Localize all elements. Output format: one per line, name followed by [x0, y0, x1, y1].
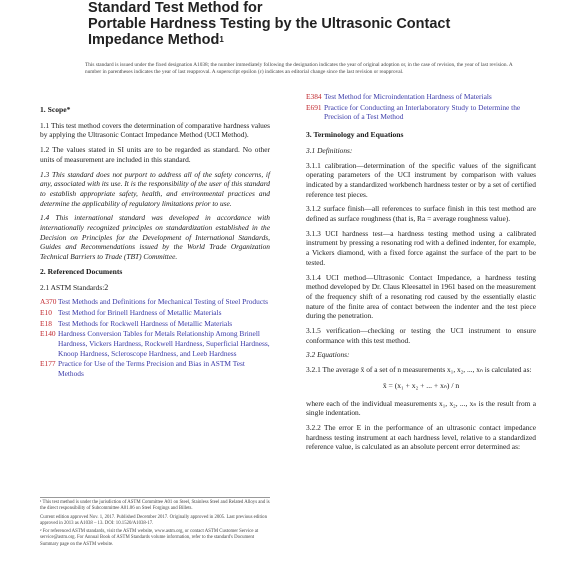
- title-line-2: Portable Hardness Testing by the Ultrasonic Contact: [88, 16, 451, 32]
- paragraph-1-1: 1.1 This test method covers the determination of comparative hardness values by applying the Ultrasonic Contact Impedance Method (UCI Method).: [40, 120, 270, 140]
- reference-code: E10: [40, 307, 52, 317]
- reference-item[interactable]: [40, 359, 270, 378]
- terminology-heading: 3. Terminology and Equations: [306, 130, 404, 140]
- reference-code: E384: [306, 92, 322, 101]
- footnote-2: ² For referenced ASTM standards, visit the ASTM website, www.astm.org, or contact ASTM Customer Service at service@astm.org. For Annual Book of ASTM Standards volume information, refer to the standard's Document Summary page on the ASTM website.: [40, 529, 259, 547]
- paragraph-1-4: 1.4 This international standard was developed in accordance with internationally recognized principles on standardization established in the Decision on Principles for the Development of International Standards, Guides and Recommendations issued by the World Trade Organization Technical Barriers to Trade (TBT) Committee.: [40, 213, 270, 262]
- average-formula: x̄ = (x₁ + x₂ + ... + xₙ) / n: [382, 380, 460, 390]
- paragraph-3-1-5: 3.1.5 verification—checking or testing the UCI instrument to ensure conformance with this test method.: [306, 326, 536, 345]
- reference-code: E691: [306, 102, 322, 112]
- paragraph-3-1-1: 3.1.1 calibration—determination of the specific values of the significant operating parameters of the UCI instrument by comparison with values indicated by a standardized workbench hardness tester or by a set of certified reference test pieces.: [306, 160, 536, 199]
- paragraph-3-1-2: 3.1.2 surface finish—all references to surface finish in this test method are defined as surface roughness (that is, Ra = average roughness value).: [306, 204, 536, 224]
- referenced-documents-heading: 2. Referenced Documents: [40, 266, 123, 276]
- title-line-1: Standard Test Method for: [88, 0, 263, 16]
- paragraph-3-1-3: 3.1.3 UCI hardness test—a hardness testing method using a calibrated instrument by pressing a resonating rod with a defined indenter, for example, a Vickers diamond, with a fixed force against the surface of the part to be tested.: [306, 228, 536, 267]
- reference-item[interactable]: [40, 319, 270, 329]
- paragraph-3-1: 3.1 Definitions:: [306, 145, 353, 155]
- astm-standards-label: 2.1 ASTM Standards:2: [40, 282, 109, 292]
- paragraph-3-2-1-where: where each of the individual measurements x₁, x₂, ..., xₙ is the result from a single indentation.: [306, 398, 536, 418]
- reference-title-link[interactable]: Test Methods and Definitions for Mechanical Testing of Steel Products: [58, 297, 269, 307]
- right-column: [306, 92, 536, 457]
- reference-code: E140: [40, 329, 56, 339]
- paragraph-3-1-4: 3.1.4 UCI method—Ultrasonic Contact Impedance, a hardness testing method developed by Dr. Claus Kleesattel in 1961 based on the measurement of the frequency shift of a resonating rod caused by the essentially elastic nature of the finite area of contact between the indenter and the test piece during the penetration.: [306, 272, 536, 321]
- scope-heading: 1. Scope*: [40, 105, 71, 114]
- footnotes: [40, 497, 270, 550]
- astm-footnote-marker: 2: [104, 282, 109, 292]
- paragraph-1-2: 1.2 The values stated in SI units are to be regarded as standard. No other units of measurement are included in this standard.: [40, 145, 270, 164]
- reference-item[interactable]: [306, 92, 536, 102]
- reference-title-link[interactable]: Test Methods for Rockwell Hardness of Metallic Materials: [58, 318, 233, 328]
- reference-title-link[interactable]: Test Method for Microindentation Hardness of Materials: [324, 92, 492, 101]
- paragraph-3-2-2: 3.2.2 The error E in the performance of an ultrasonic contact impedance hardness testing instrument at each hardness level, relative to a standardized reference value, is calculated as an absolute percent error determined as:: [306, 422, 536, 452]
- reference-title-link[interactable]: Practice for Use of the Terms Precision and Bias in ASTM Test Methods: [58, 359, 245, 379]
- title-line-3: Impedance Method$^1$: [88, 32, 224, 48]
- standard-designation-note: This standard is issued under the fixed designation A1038; the number immediately following the designation indicates the year of original adoption or, in the case of revision, the year of last revision. A number in parentheses indicates the year of last reapproval. A superscript epsilon (ε) indicates an editorial change since the last revision or reapproval.: [85, 62, 513, 75]
- reference-code: E177: [40, 359, 56, 369]
- reference-title-link[interactable]: Hardness Conversion Tables for Metals Relationship Among Brinell Hardness, Vickers Hardness, Rockwell Hardness, Superficial Hardness, Knoop Hardness, Scleroscope Hardness, and Leeb Hardness: [58, 329, 270, 358]
- title-footnote-marker: 1: [219, 35, 224, 44]
- paragraph-1-3: 1.3 This standard does not purport to address all of the safety concerns, if any, associated with its use. It is the responsibility of the user of this standard to establish appropriate safety, health, and environmental practices and determine the applicability of regulatory limitations prior to use.: [40, 169, 270, 208]
- reference-item[interactable]: [40, 329, 270, 358]
- reference-title-link[interactable]: Practice for Conducting an Interlaboratory Study to Determine the Precision of a Test Method: [324, 102, 521, 122]
- reference-code: A370: [40, 297, 57, 307]
- left-column: [40, 100, 270, 380]
- paragraph-3-2: 3.2 Equations:: [306, 350, 350, 360]
- reference-item[interactable]: [40, 308, 270, 318]
- reference-code: E18: [40, 318, 52, 328]
- reference-item[interactable]: [40, 297, 270, 307]
- footnote-1: ¹ This test method is under the jurisdiction of ASTM Committee A01 on Steel, Stainless Steel and Related Alloys and is the direct responsibility of Subcommittee A01.06 on Steel Forgings and Billets.: [40, 500, 270, 512]
- document-title: [88, 0, 508, 48]
- footnote-1-edition: Current edition approved Nov. 1, 2017. Published December 2017. Originally approved in 2005. Last previous edition approved in 2013 as A1038 – 13. DOI: 10.1520/A1038-17.: [40, 514, 267, 526]
- paragraph-3-2-1: 3.2.1 The average x̄ of a set of n measurements x₁, x₂, ..., xₙ is calculated as:: [306, 365, 532, 375]
- reference-item[interactable]: [306, 103, 536, 122]
- reference-title-link[interactable]: Test Method for Brinell Hardness of Metallic Materials: [58, 307, 222, 317]
